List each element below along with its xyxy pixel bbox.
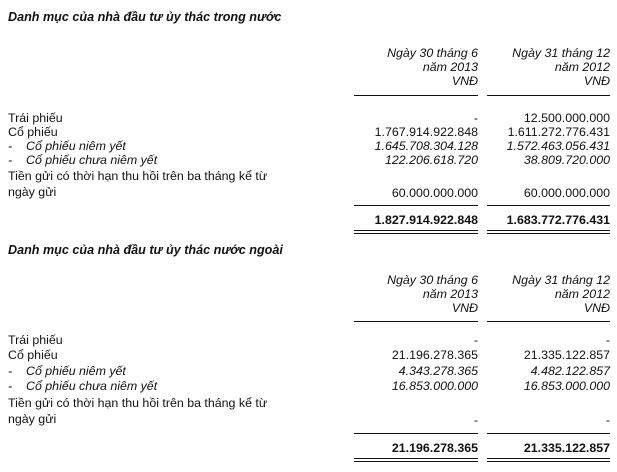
- row-label-listed-shares: Cổ phiếu niêm yết: [26, 364, 126, 378]
- row-value-dec-2012: -: [605, 413, 610, 427]
- row-bullet: -: [8, 153, 13, 167]
- row-label-bonds: Trái phiếu: [8, 111, 63, 125]
- row-bullet: -: [8, 364, 13, 378]
- row-value-jun-2013: -: [473, 333, 478, 347]
- row-label-term-deposits-cont: ngày gửi: [8, 412, 57, 426]
- row-value-dec-2012: 16.853.000.000: [523, 379, 610, 393]
- row-label-term-deposits: Tiền gửi có thời hạn thu hồi trên ba tháng kể từ: [8, 396, 268, 410]
- row-value-dec-2012: 1.611.272.776.431: [507, 125, 610, 139]
- total-double-rule: [487, 458, 610, 462]
- column-header-currency: VNĐ: [451, 74, 478, 88]
- column-header-currency: VNĐ: [583, 74, 610, 88]
- column-header-date: Ngày 30 tháng 6: [387, 273, 478, 287]
- row-value-jun-2013: 4.343.278.365: [398, 364, 478, 378]
- column-header-year: năm 2013: [422, 287, 478, 301]
- column-header-date: Ngày 30 tháng 6: [387, 46, 478, 60]
- row-label-term-deposits: Tiền gửi có thời hạn thu hồi trên ba tháng kể từ: [8, 169, 268, 183]
- row-label-unlisted-shares: Cổ phiếu chưa niêm yết: [26, 379, 158, 393]
- subtotal-rule: [487, 433, 610, 434]
- column-header-dec-2012: [470, 273, 610, 315]
- total-value-dec-2012: 21.335.122.857: [523, 441, 610, 455]
- total-value-jun-2013: 21.196.278.365: [391, 441, 478, 455]
- column-header-currency: VNĐ: [451, 301, 478, 315]
- total-value-jun-2013: 1.827.914.922.848: [374, 213, 478, 227]
- row-value-jun-2013: 60.000.000.000: [391, 186, 478, 200]
- row-value-jun-2013: 122.206.618.720: [384, 153, 478, 167]
- row-label-term-deposits-cont: ngày gửi: [8, 185, 57, 199]
- subtotal-rule: [487, 205, 610, 206]
- column-header-year: năm 2013: [422, 60, 478, 74]
- subtotal-rule: [354, 205, 478, 206]
- row-label-unlisted-shares: Cổ phiếu chưa niêm yết: [26, 153, 158, 167]
- column-header-year: năm 2012: [554, 287, 610, 301]
- row-bullet: -: [8, 379, 13, 393]
- row-value-jun-2013: -: [473, 413, 478, 427]
- row-label-listed-shares: Cổ phiếu niêm yết: [26, 139, 126, 153]
- total-double-rule: [354, 458, 478, 462]
- row-value-jun-2013: -: [473, 111, 478, 125]
- column-header-dec-2012: [470, 46, 610, 88]
- column-header-currency: VNĐ: [583, 301, 610, 315]
- row-value-jun-2013: 1.645.708.304.128: [374, 139, 478, 153]
- subtotal-rule: [354, 433, 478, 434]
- column-header-year: năm 2012: [554, 60, 610, 74]
- row-bullet: -: [8, 139, 13, 153]
- row-value-dec-2012: 4.482.122.857: [530, 364, 610, 378]
- row-label-bonds: Trái phiếu: [8, 333, 63, 347]
- total-double-rule: [354, 230, 478, 234]
- header-underline: [354, 95, 478, 96]
- total-double-rule: [487, 230, 610, 234]
- header-underline: [487, 95, 610, 96]
- row-value-jun-2013: 16.853.000.000: [391, 379, 478, 393]
- column-header-jun-2013: [330, 46, 478, 88]
- header-underline: [354, 321, 478, 322]
- header-underline: [487, 321, 610, 322]
- row-value-dec-2012: 1.572.463.056.431: [506, 139, 610, 153]
- row-value-dec-2012: 21.335.122.857: [523, 348, 610, 362]
- row-label-shares: Cổ phiếu: [8, 348, 58, 362]
- row-value-jun-2013: 21.196.278.365: [391, 348, 478, 362]
- column-header-date: Ngày 31 tháng 12: [512, 273, 610, 287]
- total-value-dec-2012: 1.683.772.776.431: [506, 213, 610, 227]
- section-title-domestic: Danh mục của nhà đầu tư ủy thác trong nước: [8, 10, 282, 24]
- section-title-foreign: Danh mục của nhà đầu tư ủy thác nước ngoài: [8, 243, 283, 257]
- row-label-shares: Cổ phiếu: [8, 125, 58, 139]
- column-header-jun-2013: [330, 273, 478, 315]
- row-value-dec-2012: 12.500.000.000: [523, 111, 610, 125]
- row-value-dec-2012: -: [605, 333, 610, 347]
- row-value-dec-2012: 60.000.000.000: [523, 186, 610, 200]
- row-value-jun-2013: 1.767.914.922.848: [374, 125, 478, 139]
- row-value-dec-2012: 38.809.720.000: [523, 153, 610, 167]
- column-header-date: Ngày 31 tháng 12: [512, 46, 610, 60]
